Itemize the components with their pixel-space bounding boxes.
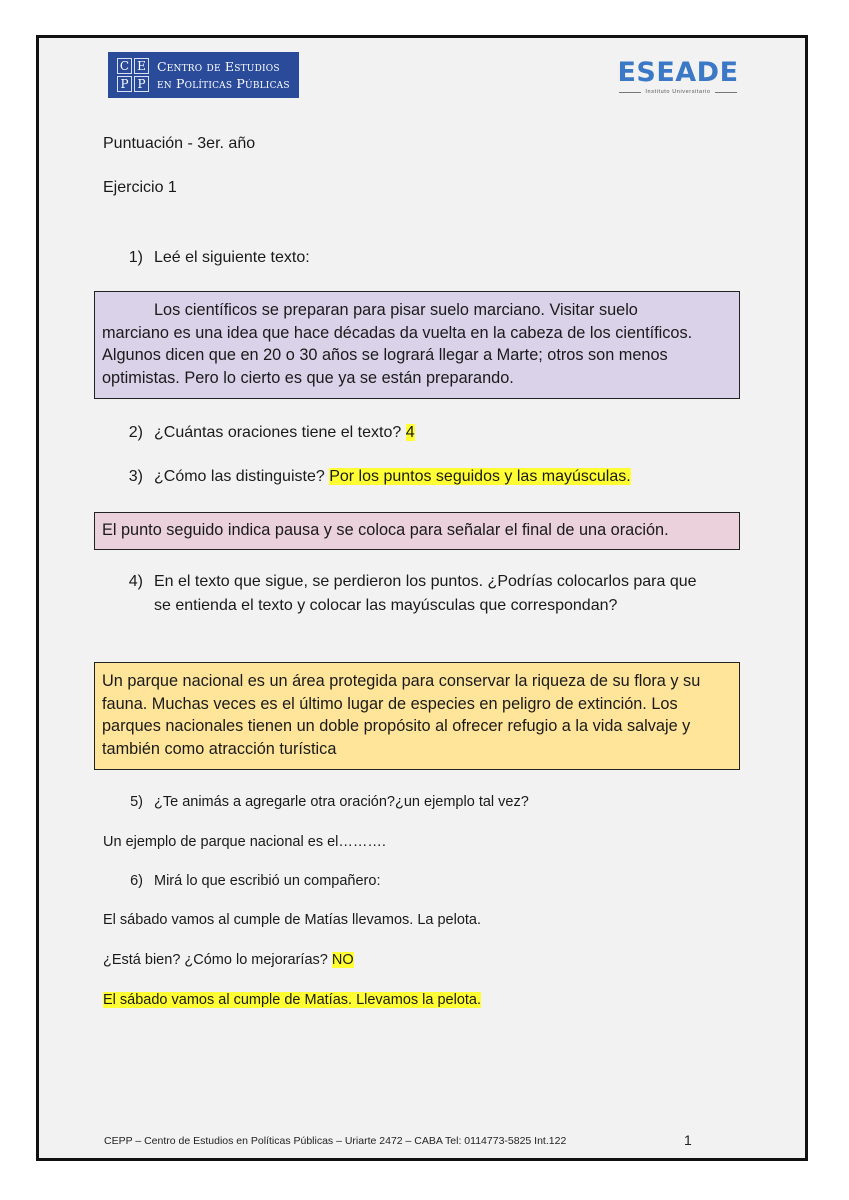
highlighted-answer: Por los puntos seguidos y las mayúsculas.: [329, 468, 631, 485]
question-text: Leé el siguiente texto:: [154, 249, 310, 266]
cepp-logo-line1: Centro de Estudios: [157, 59, 280, 74]
eseade-logo-subtitle-row: [614, 89, 742, 95]
passage-line: marciano es una idea que hace décadas da vuelta en la cabeza de los científicos.: [102, 323, 693, 342]
passage-line: Algunos dicen que en 20 o 30 años se logrará llegar a Marte; otros son menos: [102, 346, 668, 364]
question-number: 6): [130, 873, 143, 889]
cepp-monogram: [117, 58, 149, 92]
cepp-letter: E: [134, 58, 149, 74]
example-sentence: Un ejemplo de parque nacional es el……….: [103, 834, 386, 850]
question-text: ¿Te animás a agregarle otra oración?¿un ejemplo tal vez?: [154, 794, 529, 810]
question-text: ¿Cómo las distinguiste?: [154, 468, 325, 485]
cepp-logo: [108, 52, 299, 98]
passage-line: optimistas. Pero lo cierto es que ya se están preparando.: [102, 368, 514, 387]
passage-line: fauna. Muchas veces es el último lugar de especies en peligro de extinción. Los: [102, 694, 678, 713]
passage-box-mars: [94, 291, 740, 399]
question-number: 2): [128, 424, 143, 441]
question-text: Mirá lo que escribió un compañero:: [154, 873, 381, 889]
passage-box-park: [94, 662, 740, 770]
question-text: En el texto que sigue, se perdieron los puntos. ¿Podrías colocarlos para que: [154, 573, 697, 590]
highlighted-answer: 4: [405, 424, 415, 441]
cepp-letter: C: [117, 58, 132, 74]
highlighted-correction: El sábado vamos al cumple de Matías. Llevamos la pelota.: [103, 992, 482, 1008]
passage-line: también como atracción turística: [102, 739, 337, 758]
passage-line: Los científicos se preparan para pisar suelo marciano. Visitar suelo: [154, 301, 638, 319]
cepp-logo-line2: en Políticas Públicas: [157, 76, 290, 91]
question-number: 4): [128, 573, 143, 590]
cepp-letter: P: [134, 76, 149, 92]
eseade-logo-subtitle: Instituto Universitario: [645, 89, 711, 95]
page-number: 1: [684, 1132, 692, 1148]
question-number: 5): [130, 794, 143, 810]
question-text-line2: se entienda el texto y colocar las mayúsculas que correspondan?: [154, 597, 618, 614]
page-footer: CEPP – Centro de Estudios en Políticas Públicas – Uriarte 2472 – CABA Tel: 0114773-5825 Int.122: [104, 1135, 567, 1147]
cepp-logo-text: [157, 58, 290, 92]
rule-text: El punto seguido indica pausa y se coloca para señalar el final de una oración.: [102, 521, 669, 539]
question-text: ¿Cuántas oraciones tiene el texto?: [154, 424, 402, 441]
classmate-sentence: El sábado vamos al cumple de Matías llevamos. La pelota.: [103, 912, 482, 928]
question-number: 3): [128, 468, 143, 485]
passage-line: Un parque nacional es un área protegida para conservar la riqueza de su flora y su: [102, 672, 701, 690]
rule-box-period: [94, 512, 740, 550]
exercise-heading: Ejercicio 1: [103, 179, 177, 196]
question-text: ¿Está bien? ¿Cómo lo mejorarías?: [103, 952, 328, 968]
eseade-rule-right: [715, 92, 737, 93]
cepp-letter: P: [117, 76, 132, 92]
eseade-rule-left: [619, 92, 641, 93]
document-title: Puntuación - 3er. año: [103, 135, 256, 152]
question-number: 1): [128, 249, 143, 266]
eseade-logo-name: ESEADE: [617, 57, 739, 88]
eseade-logo: [614, 58, 742, 95]
passage-line: parques nacionales tienen un doble propósito al ofrecer refugio a la vida salvaje y: [102, 717, 691, 735]
highlighted-answer: NO: [331, 952, 354, 968]
